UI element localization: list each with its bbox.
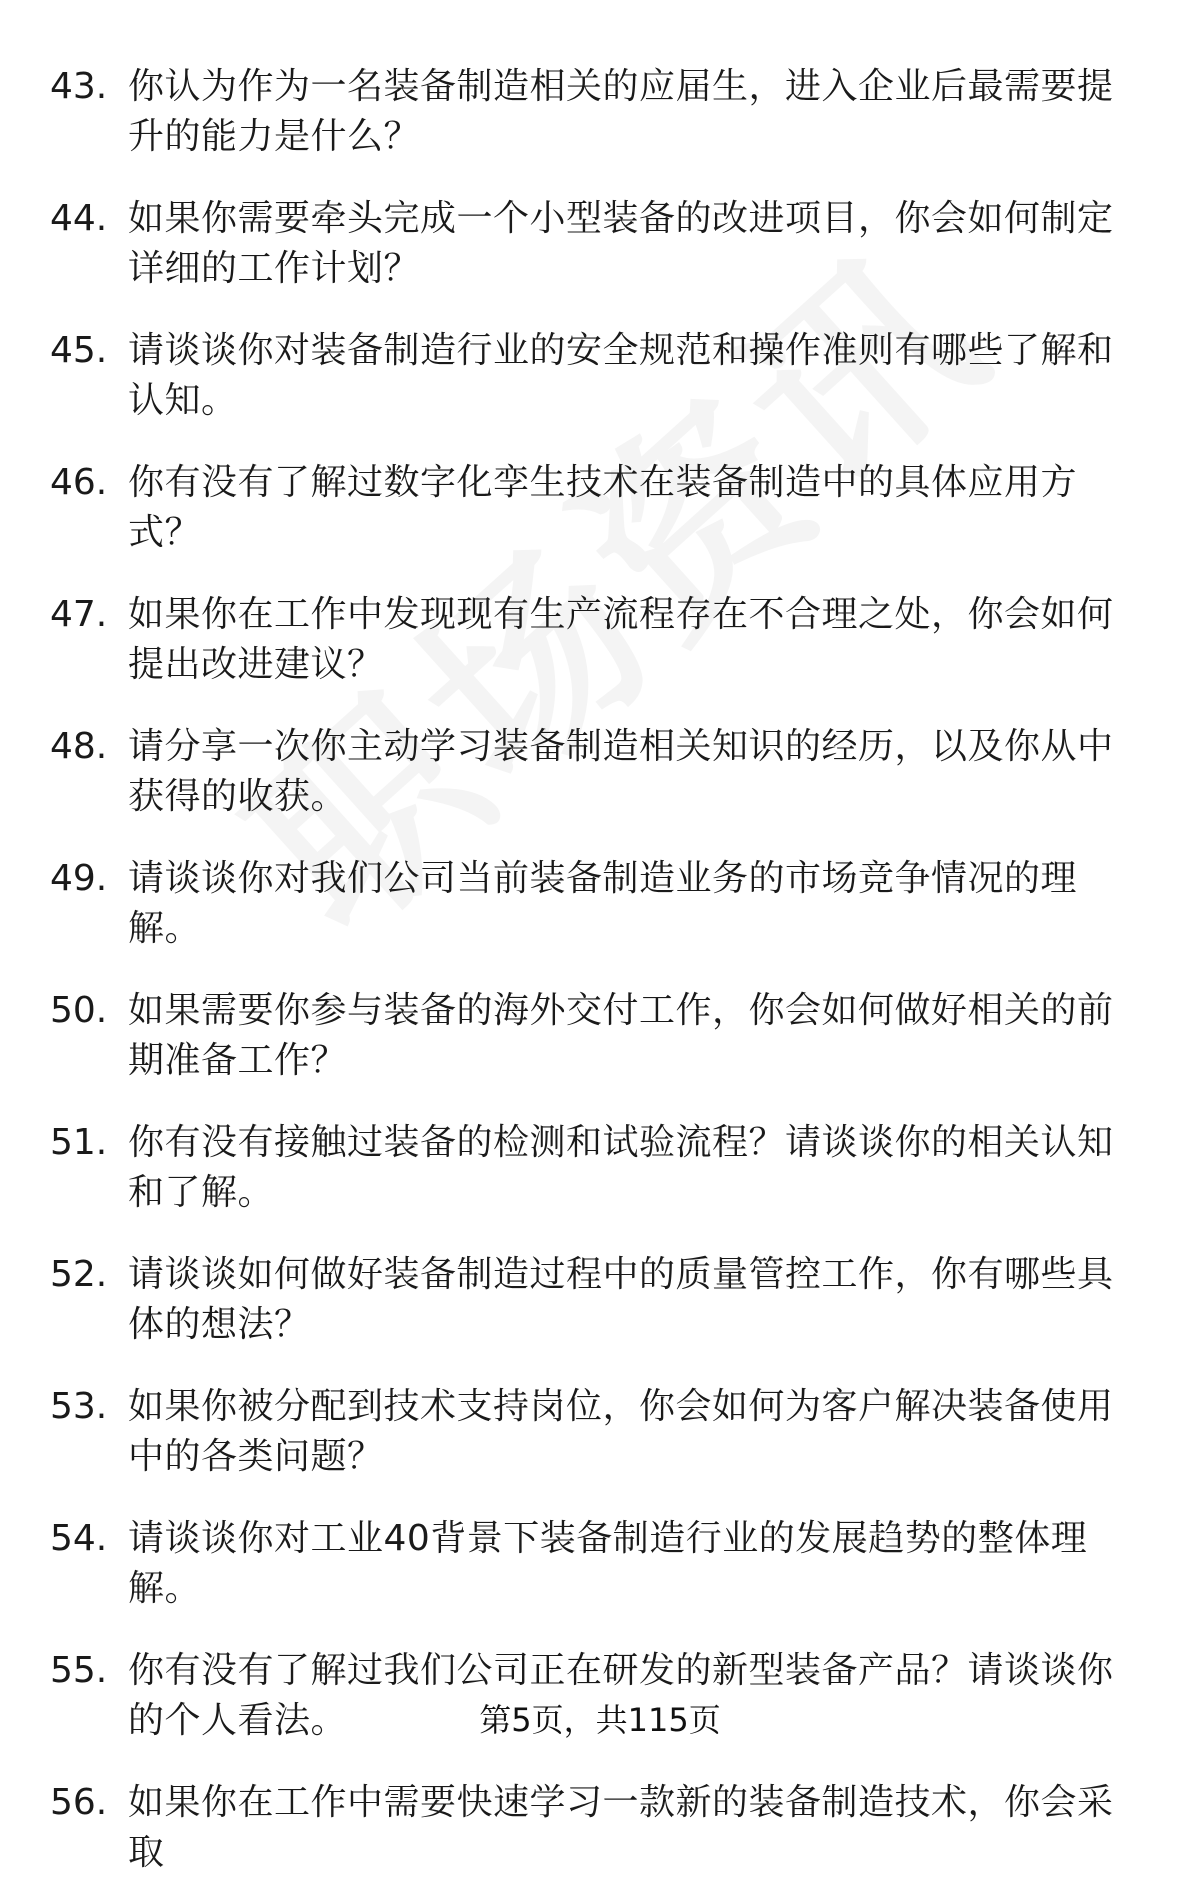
question-item-48 [0, 722, 1200, 822]
question-text: 你有没有了解过我们公司正在研发的新型装备产品？请谈谈你的个人看法。 [128, 1650, 1114, 1741]
question-item-47 [0, 590, 1200, 690]
question-text: 请谈谈你对我们公司当前装备制造业务的市场竞争情况的理解。 [128, 858, 1078, 949]
question-number: 43. [50, 66, 108, 107]
question-text: 如果你在工作中需要快速学习一款新的装备制造技术，你会采取 [128, 1782, 1114, 1873]
question-item-46 [0, 458, 1200, 558]
question-number: 48. [50, 726, 108, 767]
question-number: 45. [50, 330, 108, 371]
question-number: 50. [50, 990, 108, 1031]
question-number: 52. [50, 1254, 108, 1295]
question-list [0, 62, 1200, 1878]
question-item-50 [0, 986, 1200, 1086]
question-item-53 [0, 1382, 1200, 1482]
page-footer [0, 1700, 1200, 1740]
question-number: 49. [50, 858, 108, 899]
question-text: 请分享一次你主动学习装备制造相关知识的经历，以及你从中获得的收获。 [128, 726, 1114, 817]
question-number: 44. [50, 198, 108, 239]
question-item-49 [0, 854, 1200, 954]
question-item-51 [0, 1118, 1200, 1218]
question-text: 如果需要你参与装备的海外交付工作，你会如何做好相关的前期准备工作？ [128, 990, 1114, 1081]
question-text: 请谈谈如何做好装备制造过程中的质量管控工作，你有哪些具体的想法？ [128, 1254, 1114, 1345]
question-number: 47. [50, 594, 108, 635]
question-number: 56. [50, 1782, 108, 1823]
question-item-54 [0, 1514, 1200, 1614]
question-text: 你有没有了解过数字化孪生技术在装备制造中的具体应用方式？ [128, 462, 1078, 553]
question-text: 如果你在工作中发现现有生产流程存在不合理之处，你会如何提出改进建议？ [128, 594, 1114, 685]
page-number-label: 第5页，共115页 [479, 1701, 721, 1739]
question-number: 54. [50, 1518, 108, 1559]
question-item-52 [0, 1250, 1200, 1350]
question-text: 如果你需要牵头完成一个小型装备的改进项目，你会如何制定详细的工作计划？ [128, 198, 1114, 289]
question-number: 46. [50, 462, 108, 503]
question-item-56 [0, 1778, 1200, 1878]
question-item-43 [0, 62, 1200, 162]
question-text: 如果你被分配到技术支持岗位，你会如何为客户解决装备使用中的各类问题？ [128, 1386, 1114, 1477]
question-text: 你有没有接触过装备的检测和试验流程？请谈谈你的相关认知和了解。 [128, 1122, 1114, 1213]
question-text: 你认为作为一名装备制造相关的应届生，进入企业后最需要提升的能力是什么？ [128, 66, 1114, 157]
question-text: 请谈谈你对装备制造行业的安全规范和操作准则有哪些了解和认知。 [128, 330, 1114, 421]
question-number: 51. [50, 1122, 108, 1163]
question-number: 53. [50, 1386, 108, 1427]
question-text: 请谈谈你对工业40背景下装备制造行业的发展趋势的整体理解。 [128, 1518, 1088, 1609]
question-item-44 [0, 194, 1200, 294]
question-number: 55. [50, 1650, 108, 1691]
question-item-45 [0, 326, 1200, 426]
